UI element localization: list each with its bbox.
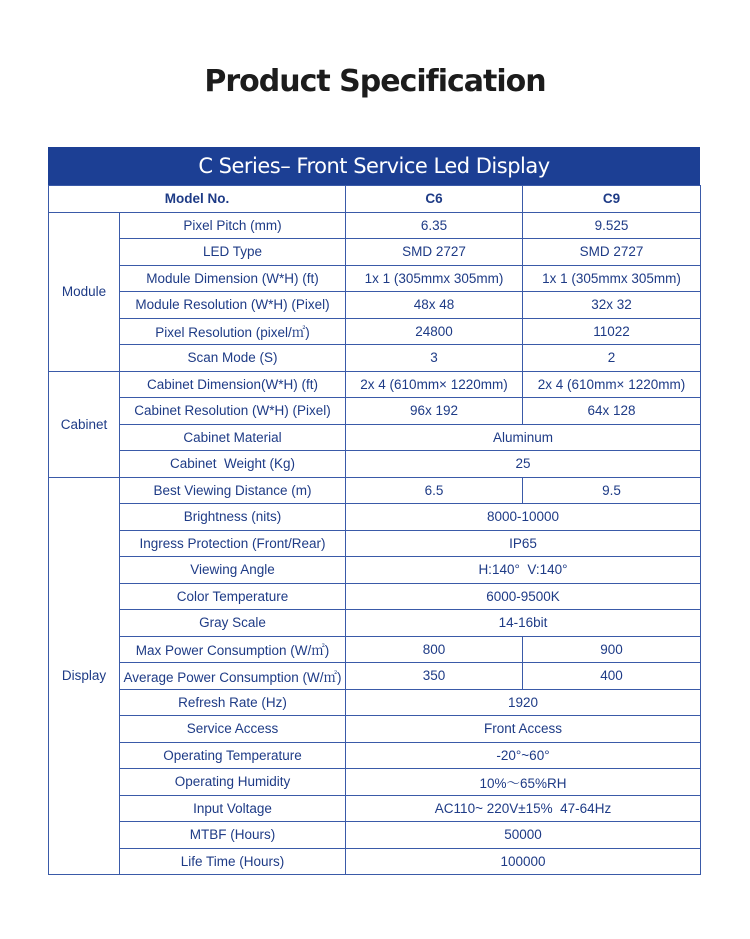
cell-c9: 9.525 (523, 212, 701, 239)
table-row (49, 530, 701, 557)
row-label: Cabinet Resolution (W*H) (Pixel) (120, 398, 346, 425)
cell-merged: IP65 (346, 530, 701, 557)
table-row (49, 265, 701, 292)
row-label: Average Power Consumption (W/㎡) (120, 663, 346, 690)
cell-c6: 6.5 (346, 477, 523, 504)
table-row (49, 212, 701, 239)
row-label: MTBF (Hours) (120, 822, 346, 849)
cell-c6: 24800 (346, 318, 523, 345)
row-label: Cabinet Weight (Kg) (120, 451, 346, 478)
header-row (49, 186, 701, 213)
cell-merged: Front Access (346, 716, 701, 743)
table-row (49, 795, 701, 822)
row-label: Operating Temperature (120, 742, 346, 769)
group-cabinet: Cabinet (49, 371, 120, 477)
cell-merged: -20°~60° (346, 742, 701, 769)
cell-merged: 1920 (346, 689, 701, 716)
cell-merged: 50000 (346, 822, 701, 849)
cell-c6: 800 (346, 636, 523, 663)
cell-c9: 900 (523, 636, 701, 663)
table-row (49, 663, 701, 690)
table-row (49, 504, 701, 531)
row-label: Color Temperature (120, 583, 346, 610)
cell-c9: 400 (523, 663, 701, 690)
cell-c6: 6.35 (346, 212, 523, 239)
table-row (49, 689, 701, 716)
table-row (49, 239, 701, 266)
row-label: Input Voltage (120, 795, 346, 822)
row-label: Module Dimension (W*H) (ft) (120, 265, 346, 292)
row-label: Cabinet Material (120, 424, 346, 451)
cell-c6: 350 (346, 663, 523, 690)
row-label: Cabinet Dimension(W*H) (ft) (120, 371, 346, 398)
row-label: Pixel Resolution (pixel/㎡) (120, 318, 346, 345)
cell-c6: 48x 48 (346, 292, 523, 319)
cell-merged: AC110~ 220V±15% 47-64Hz (346, 795, 701, 822)
table-row (49, 424, 701, 451)
table-row (49, 398, 701, 425)
model-c9-header: C9 (523, 186, 701, 213)
table-row (49, 848, 701, 875)
cell-merged: 6000-9500K (346, 583, 701, 610)
cell-merged: 10%～65%RH (346, 769, 701, 796)
cell-c6: 2x 4 (610mm× 1220mm) (346, 371, 523, 398)
table-row (49, 371, 701, 398)
table-row (49, 292, 701, 319)
cell-merged: 100000 (346, 848, 701, 875)
group-display: Display (49, 477, 120, 875)
row-label: LED Type (120, 239, 346, 266)
model-c6-header: C6 (346, 186, 523, 213)
cell-c9: 2x 4 (610mm× 1220mm) (523, 371, 701, 398)
cell-merged: H:140° V:140° (346, 557, 701, 584)
cell-merged: 25 (346, 451, 701, 478)
spec-table (48, 185, 701, 875)
table-row (49, 636, 701, 663)
table-row (49, 345, 701, 372)
cell-c6: 1x 1 (305mmx 305mm) (346, 265, 523, 292)
row-label: Life Time (Hours) (120, 848, 346, 875)
table-row (49, 583, 701, 610)
cell-c6: 3 (346, 345, 523, 372)
model-label: Model No. (49, 186, 346, 213)
table-row (49, 769, 701, 796)
table-banner: C Series– Front Service Led Display (48, 147, 700, 185)
table-row (49, 716, 701, 743)
group-module: Module (49, 212, 120, 371)
cell-c9: 1x 1 (305mmx 305mm) (523, 265, 701, 292)
row-label: Max Power Consumption (W/㎡) (120, 636, 346, 663)
table-row (49, 451, 701, 478)
row-label: Scan Mode (S) (120, 345, 346, 372)
row-label: Service Access (120, 716, 346, 743)
table-row (49, 318, 701, 345)
cell-merged: Aluminum (346, 424, 701, 451)
table-row (49, 610, 701, 637)
row-label: Refresh Rate (Hz) (120, 689, 346, 716)
table-row (49, 557, 701, 584)
cell-merged: 14-16bit (346, 610, 701, 637)
table-row (49, 822, 701, 849)
table-row (49, 742, 701, 769)
row-label: Ingress Protection (Front/Rear) (120, 530, 346, 557)
page-title: Product Specification (204, 64, 546, 99)
cell-c6: 96x 192 (346, 398, 523, 425)
cell-c6: SMD 2727 (346, 239, 523, 266)
row-label: Module Resolution (W*H) (Pixel) (120, 292, 346, 319)
cell-c9: 9.5 (523, 477, 701, 504)
row-label: Best Viewing Distance (m) (120, 477, 346, 504)
row-label: Brightness (nits) (120, 504, 346, 531)
row-label: Pixel Pitch (mm) (120, 212, 346, 239)
table-row (49, 477, 701, 504)
cell-c9: 64x 128 (523, 398, 701, 425)
cell-c9: 11022 (523, 318, 701, 345)
row-label: Gray Scale (120, 610, 346, 637)
cell-c9: SMD 2727 (523, 239, 701, 266)
cell-merged: 8000-10000 (346, 504, 701, 531)
cell-c9: 32x 32 (523, 292, 701, 319)
cell-c9: 2 (523, 345, 701, 372)
row-label: Viewing Angle (120, 557, 346, 584)
row-label: Operating Humidity (120, 769, 346, 796)
